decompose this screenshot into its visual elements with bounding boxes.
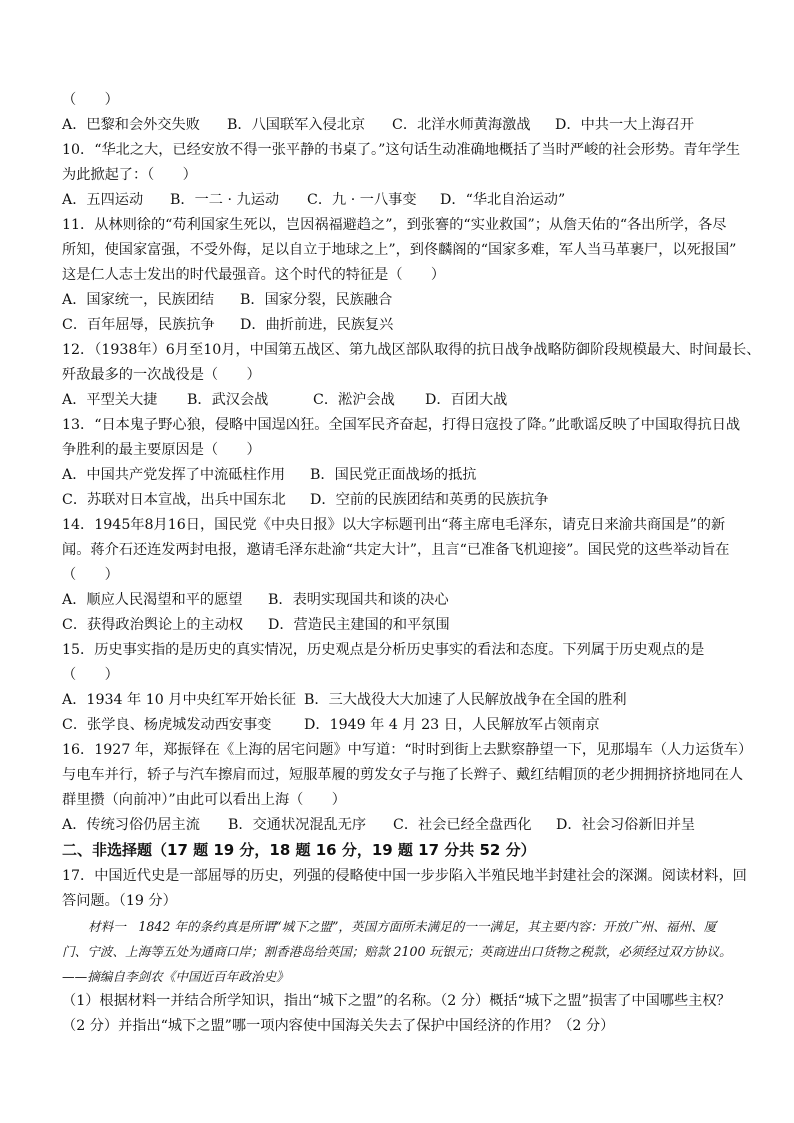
q11-options-row-2 [62,313,738,338]
q11-option-a[interactable]: A．国家统一，民族团结 [62,292,215,308]
q17-stem-line-2: 答问题。（19 分） [62,893,177,909]
q16-options [62,813,738,838]
q15-option-a[interactable]: A．1934 年 10 月中央红军开始长征 [62,692,296,708]
exam-page [62,88,761,1039]
q13-stem-line-2: 争胜利的最主要原因是（ ） [62,442,261,458]
q11-option-d[interactable]: D．曲折前进，民族复兴 [240,317,394,333]
q11-options-row-1 [62,288,738,313]
q17-sub-question-1-line-2: （2 分）并指出“城下之盟”哪一项内容使中国海关失去了保护中国经济的作用？（2 分） [62,1018,615,1034]
q13-options-row-1 [62,463,738,488]
q14-option-b[interactable]: B．表明实现国共和谈的决心 [268,592,449,608]
q11-stem-line-3: 这是仁人志士发出的时代最强音。这个时代的特征是（ ） [62,267,446,283]
q15-stem-line-2: （ ） [62,667,119,683]
q16-stem-line-2: 与电车并行，轿子与汽车擦肩而过，短服革履的剪发女子与拖了长辫子、戴红结帽顶的老少拥拥挤挤地同在人 [62,767,744,783]
q9-options [62,113,738,138]
q13-option-c[interactable]: C．苏联对日本宣战，出兵中国东北 [62,492,286,508]
q11-stem-line-2: 所知，使国家富强，不受外侮，足以自立于地球之上”，到佟麟阁的“国家多难，军人当马革裹尸，以死报国” [62,242,737,258]
q17-sub-question-1-line-1: （1）根据材料一并结合所学知识，指出“城下之盟”的名称。（2 分）概括“城下之盟”损害了中国哪些主权？ [62,993,731,1009]
q14-stem-line-2: 闻。蒋介石还连发两封电报，邀请毛泽东赴渝“共定大计”，且言“已准备飞机迎接”。国民党的这些举动旨在 [62,542,730,558]
q16-option-a[interactable]: A．传统习俗仍居主流 [62,817,200,833]
q15-options-row-1 [62,688,738,713]
q14-option-d[interactable]: D．营造民主建国的和平氛围 [268,617,450,633]
q12-option-b[interactable]: B．武汉会战 [187,392,269,408]
q9-paren: （ ） [62,92,119,108]
q16-stem-line-3: 群里攒（向前冲）”由此可以看出上海（ ） [62,792,346,808]
q10-options [62,188,738,213]
q10-option-a[interactable]: A．五四运动 [62,192,144,208]
q13-stem-line-1: 13．“日本鬼子野心狼，侵略中国逞凶狂。全国军民齐奋起，打得日寇投了降。”此歌谣反映了中国取得抗日战 [62,417,741,433]
q16-stem-line-1: 16．1927 年，郑振铎在《上海的居宅问题》中写道：“时时到街上去默察静望一下，见那塌车（人力运货车） [62,742,753,758]
q17-material-1: 材料一 1842 年的条约真是所谓“城下之盟”，英国方面所未满足的一一满足，其主要内容：开放广州、福州、厦门、宁波、上海等五处为通商口岸；割香港岛给英国；赔款 2100 玩银元；英商进出口货物之税款，必须经过双方协议。——摘编自李剑农《中国近百年政治史》 [62,919,732,984]
q10-stem-line-2: 为此掀起了：（ ） [62,167,197,183]
q14-option-c[interactable]: C．获得政治舆论上的主动权 [62,617,244,633]
q13-options-row-2 [62,488,738,513]
q10-stem-line-1: 10．“华北之大，已经安放不得一张平静的书桌了。”这句话生动准确地概括了当时严峻的社会形势。青年学生 [62,142,741,158]
q9-option-b[interactable]: B．八国联军入侵北京 [227,117,366,133]
q17-stem-line-1: 17．中国近代史是一部屈辱的历史，列强的侵略使中国一步步陷入半殖民地半封建社会的深渊。阅读材料，回 [62,868,747,884]
q10-option-c[interactable]: C．九 · 一八事变 [307,192,417,208]
q13-option-b[interactable]: B．国民党正面战场的抵抗 [310,467,477,483]
section-2-title: 二、非选择题（17 题 19 分，18 题 16 分，19 题 17 分共 52 分） [62,841,536,859]
q15-option-c[interactable]: C．张学良、杨虎城发动西安事变 [62,717,272,733]
q15-options-row-2 [62,713,738,738]
q11-option-b[interactable]: B．国家分裂，民族融合 [240,292,393,308]
q12-stem-line-1: 12．（1938年）6月至10月，中国第五战区、第九战区部队取得的抗日战争战略防御阶段规模最大、时间最长、 [62,342,761,358]
q12-options [62,388,738,413]
q12-option-a[interactable]: A．平型关大捷 [62,392,158,408]
q10-option-d[interactable]: D．“华北自治运动” [440,192,566,208]
q10-option-b[interactable]: B．一二 · 九运动 [170,192,280,208]
q12-stem-line-2: 歼敌最多的一次战役是（ ） [62,367,261,383]
q9-option-c[interactable]: C．北洋水师黄海激战 [392,117,531,133]
q9-option-a[interactable]: A．巴黎和会外交失败 [62,117,200,133]
q14-options-row-1 [62,588,738,613]
q16-option-c[interactable]: C．社会已经全盘西化 [393,817,532,833]
q15-option-d[interactable]: D．1949 年 4 月 23 日，人民解放军占领南京 [304,717,600,733]
q12-option-d[interactable]: D．百团大战 [425,392,508,408]
q11-stem-line-1: 11．从林则徐的“苟利国家生死以，岂因祸福避趋之”，到张謇的“实业救国”；从詹天佑的“各出所学，各尽 [62,217,727,233]
q14-option-a[interactable]: A．顺应人民渴望和平的愿望 [62,592,243,608]
q16-option-b[interactable]: B．交通状况混乱无序 [228,817,367,833]
q15-stem-line-1: 15．历史事实指的是历史的真实情况，历史观点是分析历史事实的看法和态度。下列属于历史观点的是 [62,642,705,658]
q16-option-d[interactable]: D．社会习俗新旧并呈 [556,817,696,833]
q11-option-c[interactable]: C．百年屈辱，民族抗争 [62,317,215,333]
q13-option-a[interactable]: A．中国共产党发挥了中流砥柱作用 [62,467,286,483]
q15-option-b[interactable]: B．三大战役大大加速了人民解放战争在全国的胜利 [304,692,627,708]
q14-stem-line-1: 14．1945年8月16日，国民党《中央日报》以大字标题刊出“蒋主席电毛泽东，请克日来渝共商国是”的新 [62,517,726,533]
q9-option-d[interactable]: D．中共一大上海召开 [555,117,695,133]
q14-stem-line-3: （ ） [62,567,119,583]
q13-option-d[interactable]: D．空前的民族团结和英勇的民族抗争 [310,492,549,508]
q14-options-row-2 [62,613,738,638]
q12-option-c[interactable]: C．淞沪会战 [313,392,395,408]
